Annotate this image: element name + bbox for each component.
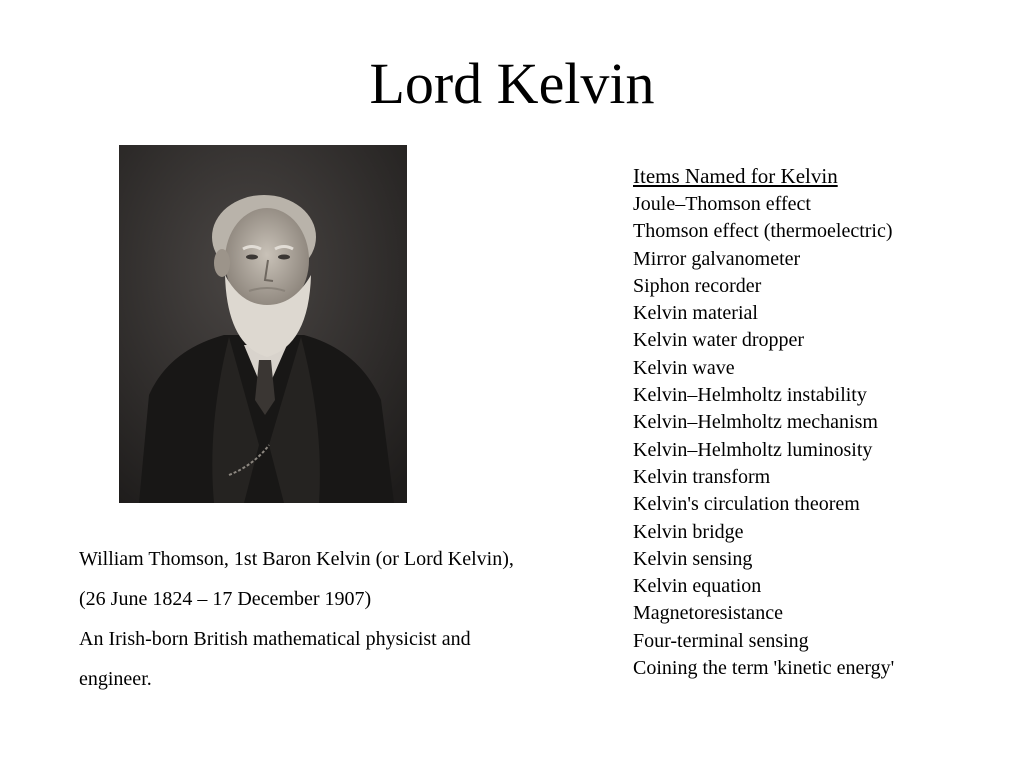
list-item: Kelvin water dropper xyxy=(633,329,805,352)
list-item: Kelvin bridge xyxy=(633,520,744,543)
list-item: Kelvin's circulation theorem xyxy=(633,493,860,516)
list-item: Coining the term 'kinetic energy' xyxy=(633,657,895,680)
list-item: Kelvin–Helmholtz mechanism xyxy=(633,411,878,434)
list-item: Thomson effect (thermoelectric) xyxy=(633,220,893,243)
list-item: Joule–Thomson effect xyxy=(633,193,811,215)
list-item: Magnetoresistance xyxy=(633,602,783,625)
items-list xyxy=(633,191,1013,682)
caption-name-line: William Thomson, 1st Baron Kelvin (or Lord Kelvin), xyxy=(79,548,514,570)
items-named-panel xyxy=(633,161,1013,682)
list-item: Kelvin equation xyxy=(633,575,762,598)
slide-title: Lord Kelvin xyxy=(369,51,655,116)
list-item: Four-terminal sensing xyxy=(633,629,809,652)
items-heading: Items Named for Kelvin xyxy=(633,164,838,188)
portrait-image xyxy=(119,145,407,503)
list-item: Mirror galvanometer xyxy=(633,247,801,270)
caption-dates-line: (26 June 1824 – 17 December 1907) xyxy=(79,588,372,610)
list-item: Kelvin–Helmholtz instability xyxy=(633,384,867,407)
list-item: Siphon recorder xyxy=(633,274,762,297)
biography-caption xyxy=(79,539,599,699)
caption-description-line-2: engineer. xyxy=(79,668,152,690)
caption-description-line: An Irish-born British mathematical physicist and xyxy=(79,628,471,650)
portrait-photo-icon xyxy=(119,145,407,503)
list-item: Kelvin–Helmholtz luminosity xyxy=(633,438,873,461)
list-item: Kelvin material xyxy=(633,302,758,325)
list-item: Kelvin sensing xyxy=(633,547,753,570)
list-item: Kelvin wave xyxy=(633,356,735,379)
list-item: Kelvin transform xyxy=(633,465,771,488)
